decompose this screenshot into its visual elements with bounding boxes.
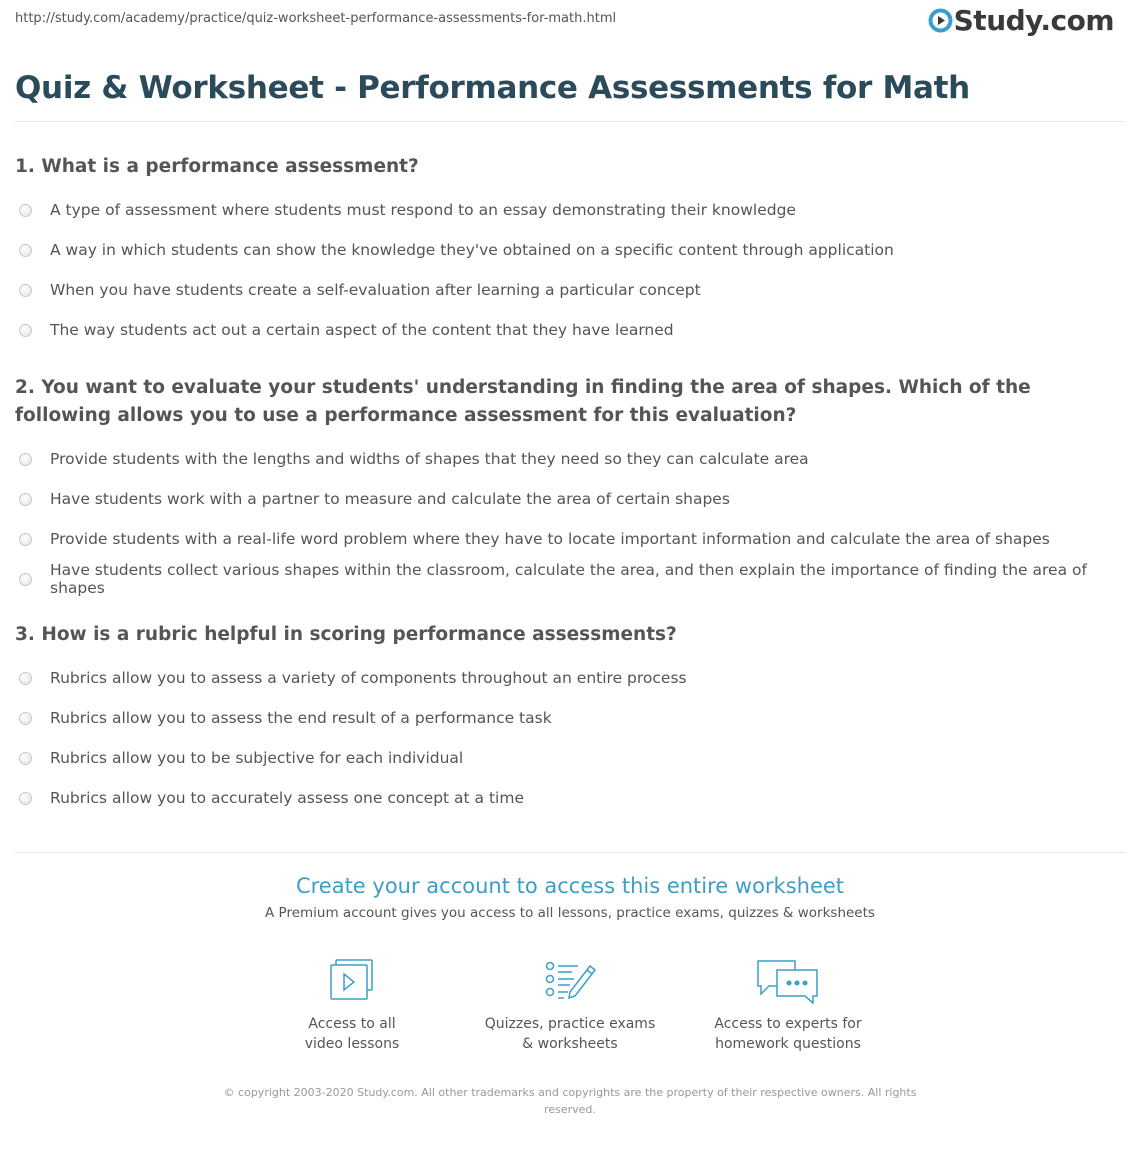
- radio-button[interactable]: [19, 324, 32, 337]
- answer-text: When you have students create a self-evaluation after learning a particular concept: [50, 281, 701, 299]
- copyright-notice: © copyright 2003-2020 Study.com. All other trademarks and copyrights are the property of their respective owners. All rights reserved.: [223, 1086, 917, 1116]
- answer-choice[interactable]: [15, 738, 1120, 778]
- quiz-questions: [15, 153, 1120, 818]
- question-3: [15, 621, 1120, 818]
- answer-text: Have students collect various shapes within the classroom, calculate the area, and then explain the importance of finding the area of shapes: [50, 561, 1087, 597]
- answer-choice[interactable]: [15, 439, 1120, 479]
- radio-button[interactable]: [19, 672, 32, 685]
- radio-button[interactable]: [19, 453, 32, 466]
- feature-label: Access to experts for homework questions: [714, 1016, 862, 1052]
- feature-video-lessons: [262, 958, 442, 1054]
- page-title: Quiz & Worksheet - Performance Assessments for Math: [15, 70, 970, 106]
- answer-choice[interactable]: [15, 270, 1120, 310]
- question-1: [15, 153, 1120, 350]
- answer-text: A type of assessment where students must respond to an essay demonstrating their knowledge: [50, 201, 796, 219]
- section-divider: [15, 852, 1125, 853]
- answer-text: Provide students with the lengths and widths of shapes that they need so they can calculate area: [50, 450, 809, 468]
- answer-choice[interactable]: [15, 479, 1120, 519]
- video-lesson-icon: [324, 958, 380, 1004]
- answer-choice[interactable]: [15, 559, 1120, 599]
- answer-choice[interactable]: [15, 658, 1120, 698]
- radio-button[interactable]: [19, 573, 32, 586]
- answer-text: Have students work with a partner to measure and calculate the area of certain shapes: [50, 490, 730, 508]
- study-logo[interactable]: [928, 4, 1114, 37]
- premium-description: A Premium account gives you access to all lessons, practice exams, quizzes & worksheets: [265, 905, 875, 921]
- radio-button[interactable]: [19, 752, 32, 765]
- answer-choice[interactable]: [15, 778, 1120, 818]
- radio-button[interactable]: [19, 493, 32, 506]
- question-text: 1. What is a performance assessment?: [15, 156, 419, 177]
- radio-button[interactable]: [19, 204, 32, 217]
- question-text: 2. You want to evaluate your students' understanding in finding the area of shapes. Which of the following allows you to use a performance assessment for this evaluation?: [15, 377, 1031, 426]
- radio-button[interactable]: [19, 712, 32, 725]
- radio-button[interactable]: [19, 533, 32, 546]
- radio-button[interactable]: [19, 792, 32, 805]
- feature-label: Access to all video lessons: [304, 1016, 400, 1052]
- premium-features: [262, 958, 878, 1054]
- radio-button[interactable]: [19, 284, 32, 297]
- feature-experts: [698, 958, 878, 1054]
- answer-text: A way in which students can show the knowledge they've obtained on a specific content through application: [50, 241, 894, 259]
- answer-text: The way students act out a certain aspect of the content that they have learned: [50, 321, 674, 339]
- question-text: 3. How is a rubric helpful in scoring performance assessments?: [15, 624, 677, 645]
- answer-text: Rubrics allow you to accurately assess one concept at a time: [50, 789, 524, 807]
- answer-text: Provide students with a real-life word problem where they have to locate important information and calculate the area of shapes: [50, 530, 1050, 548]
- logo-text: Study.com: [953, 4, 1114, 37]
- feature-quizzes: [480, 958, 660, 1054]
- question-2: [15, 374, 1120, 599]
- quiz-checklist-icon: [542, 958, 598, 1004]
- page-url: http://study.com/academy/practice/quiz-worksheet-performance-assessments-for-math.html: [15, 11, 617, 26]
- feature-label: Quizzes, practice exams & worksheets: [484, 1016, 656, 1052]
- play-logo-icon: [928, 8, 953, 33]
- create-account-link[interactable]: Create your account to access this entire worksheet: [295, 874, 845, 898]
- answer-choice[interactable]: [15, 698, 1120, 738]
- title-divider: [15, 121, 1125, 122]
- answer-choice[interactable]: [15, 230, 1120, 270]
- answer-text: Rubrics allow you to assess a variety of components throughout an entire process: [50, 669, 687, 687]
- answer-choice[interactable]: [15, 190, 1120, 230]
- chat-bubbles-icon: [755, 958, 821, 1004]
- answer-choice[interactable]: [15, 310, 1120, 350]
- answer-text: Rubrics allow you to be subjective for each individual: [50, 749, 464, 767]
- answer-choice[interactable]: [15, 519, 1120, 559]
- answer-text: Rubrics allow you to assess the end result of a performance task: [50, 709, 552, 727]
- radio-button[interactable]: [19, 244, 32, 257]
